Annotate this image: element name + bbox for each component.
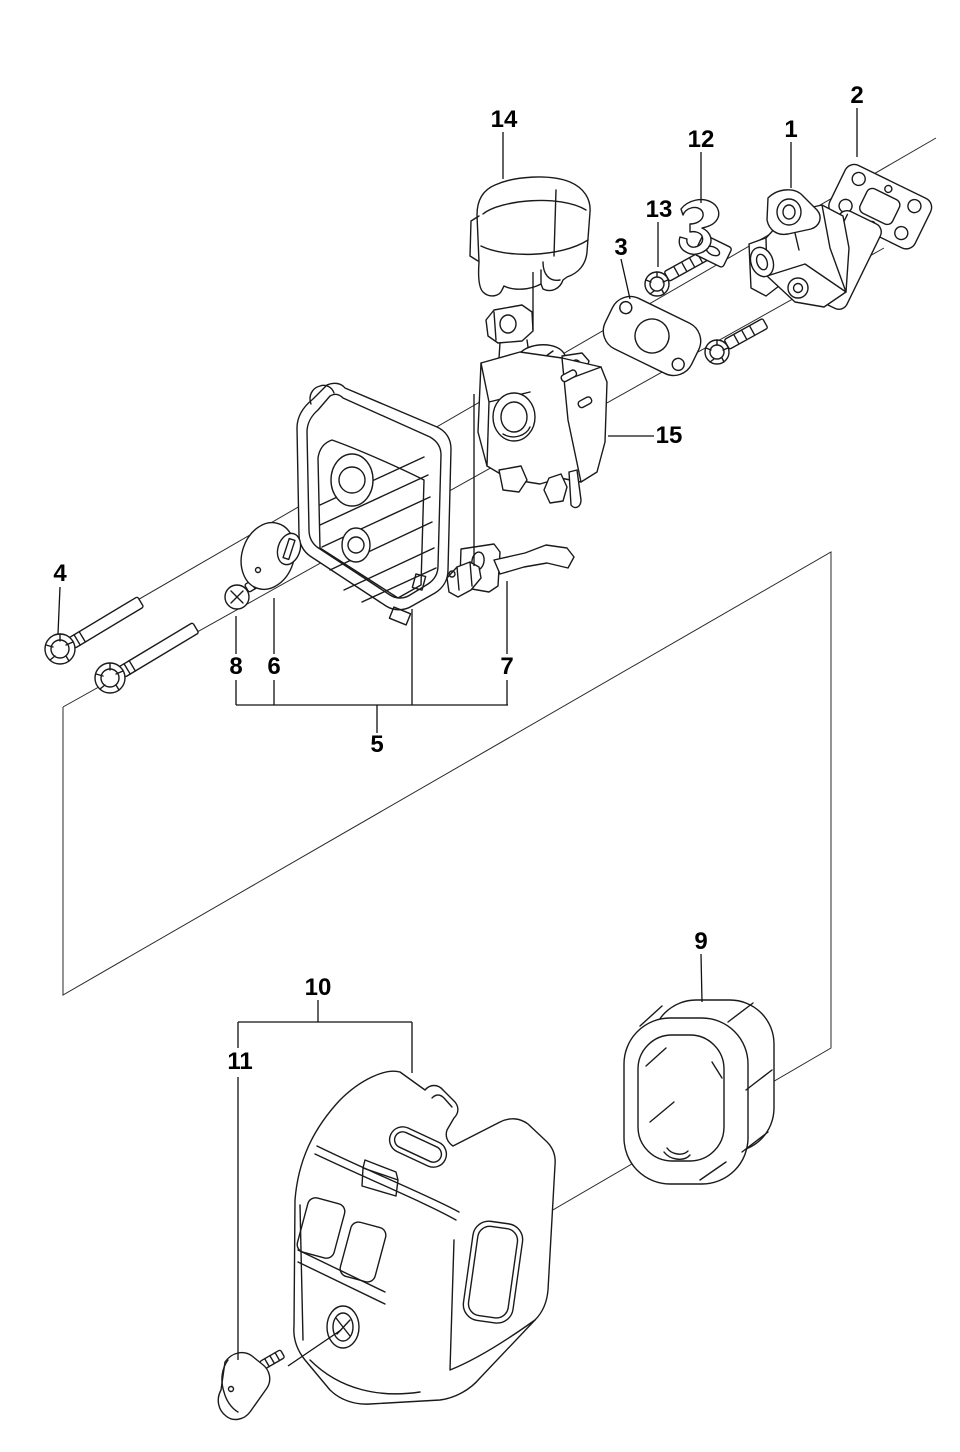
callout-8: 8 <box>229 653 243 680</box>
part-12-clip <box>679 200 732 268</box>
callout-2: 2 <box>850 82 864 109</box>
callout-6: 6 <box>267 653 281 680</box>
part-5-air-filter-housing <box>297 383 451 625</box>
part-14-carburetor-cover <box>470 177 590 296</box>
part-15-carburetor <box>478 305 607 507</box>
part-7-choke-lever <box>447 544 574 597</box>
callout-4: 4 <box>53 560 67 587</box>
part-9-air-filter <box>624 1000 774 1184</box>
callout-11: 11 <box>227 1048 253 1075</box>
callout-12: 12 <box>687 126 715 153</box>
callout-15: 15 <box>655 422 683 449</box>
callout-14: 14 <box>490 106 518 133</box>
callout-9: 9 <box>694 928 708 955</box>
part-6-choke-knob <box>233 516 305 597</box>
part-3-carburetor-gasket <box>597 290 708 382</box>
part-11-cover-knob <box>218 1350 285 1420</box>
callout-3: 3 <box>614 234 628 261</box>
callout-5: 5 <box>370 731 384 758</box>
callout-10: 10 <box>304 974 332 1001</box>
part-10-air-filter-cover <box>294 1071 555 1404</box>
callout-1: 1 <box>784 116 798 143</box>
part-4-bolts <box>45 597 199 693</box>
callout-7: 7 <box>500 653 514 680</box>
callout-13: 13 <box>645 196 673 223</box>
